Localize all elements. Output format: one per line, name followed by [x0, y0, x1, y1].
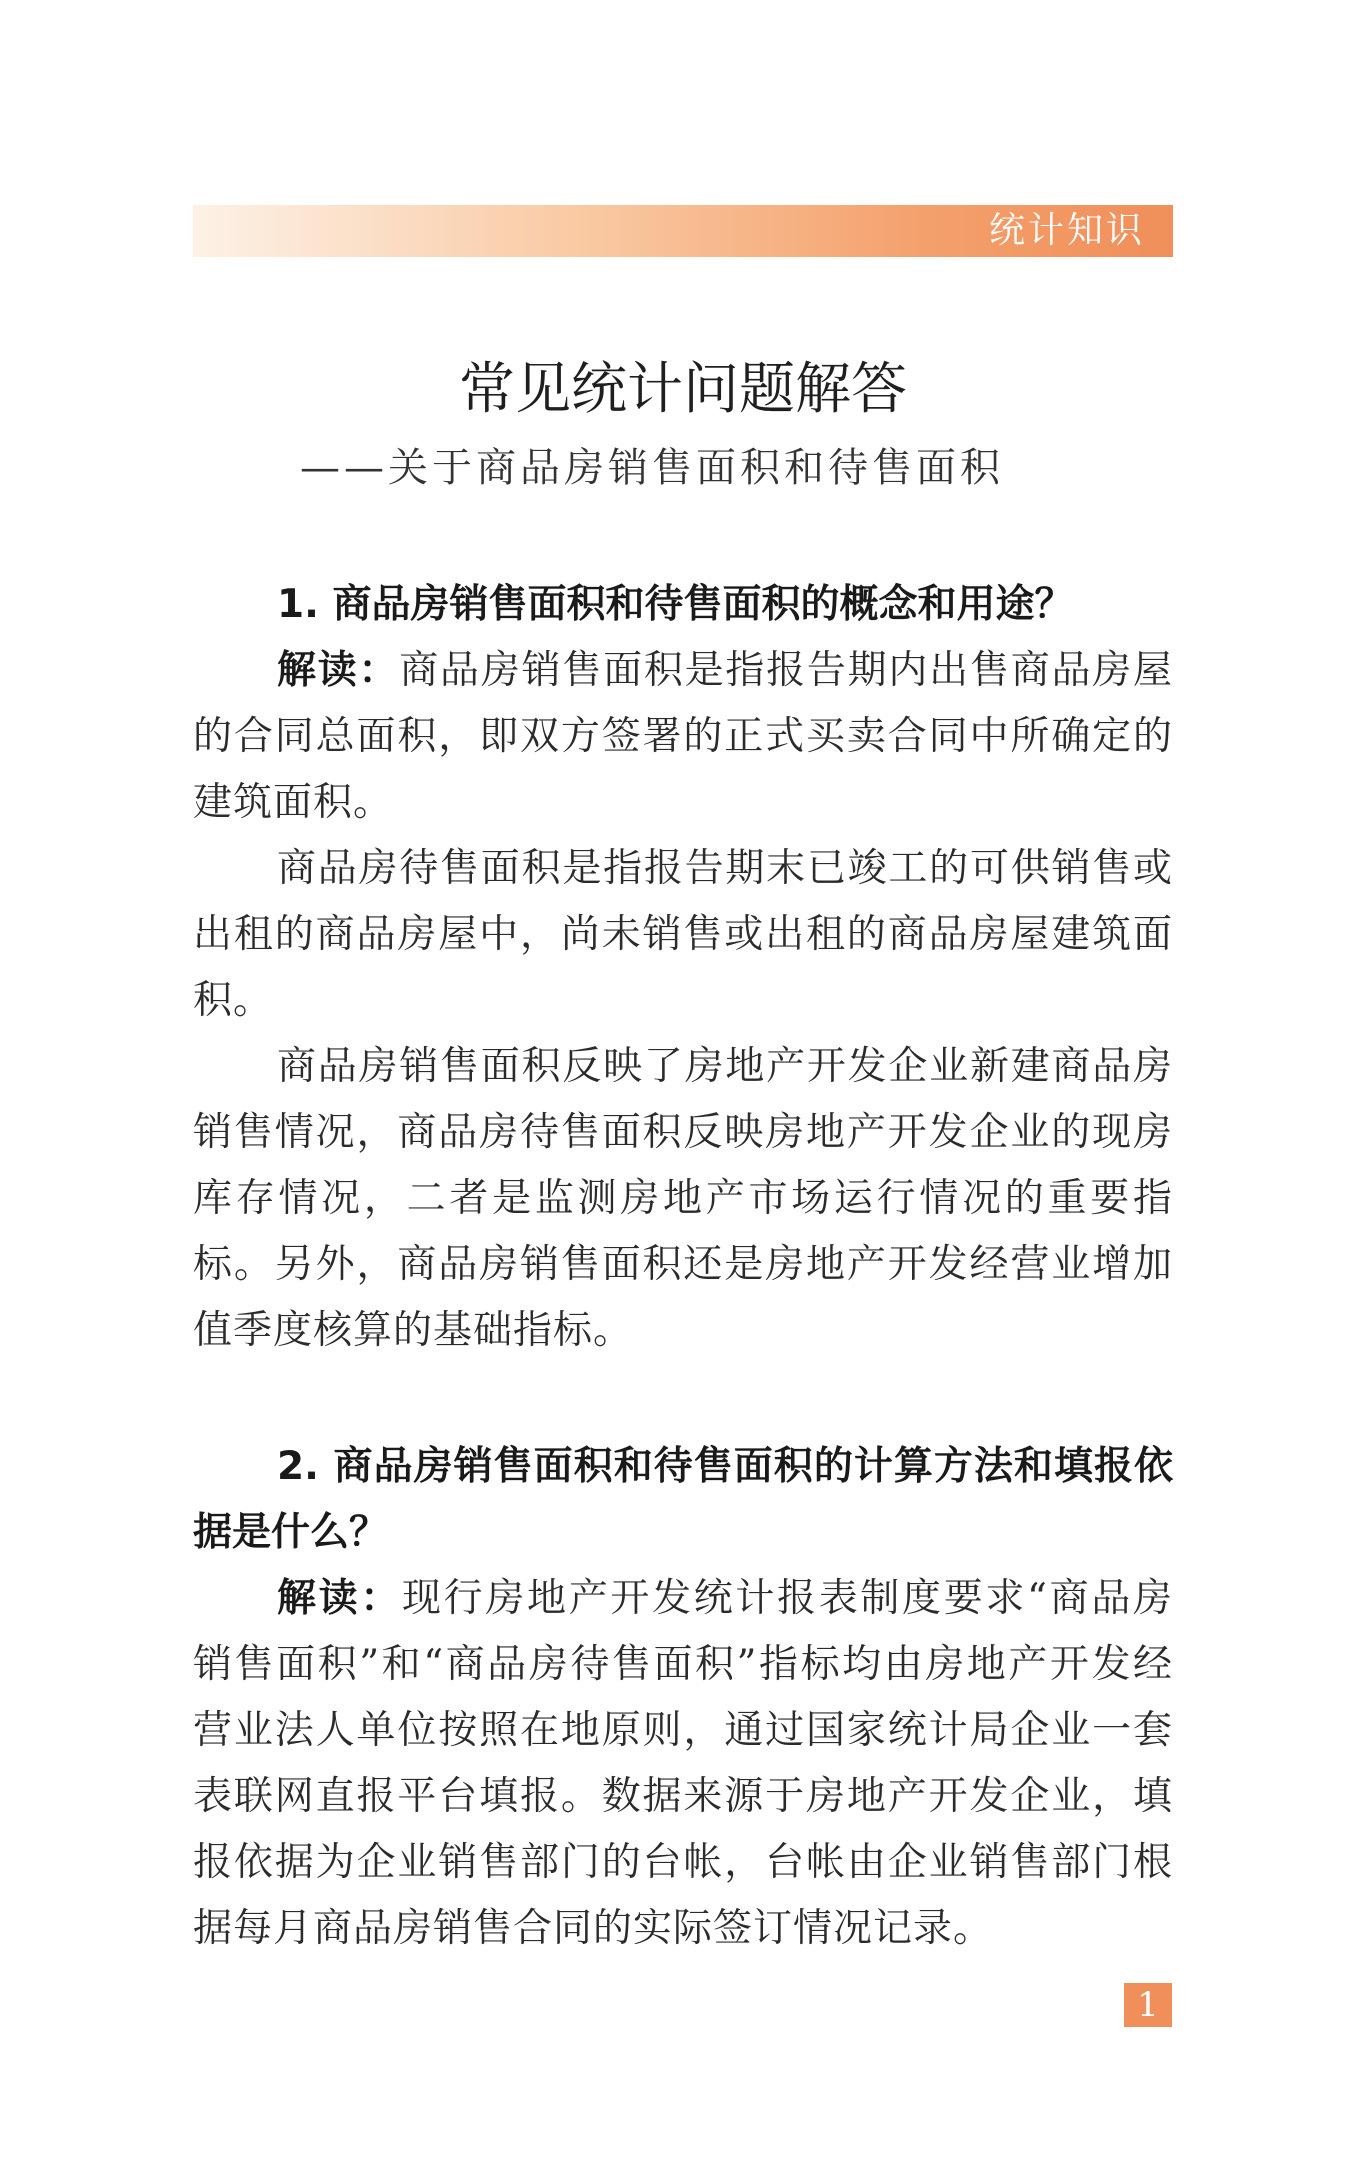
page-title: 常见统计问题解答: [459, 357, 907, 422]
answer-2-paragraph: [193, 1566, 1173, 1962]
section-header-band: [193, 205, 1173, 257]
question-2: 2. 商品房销售面积和待售面积的计算方法和填报依据是什么？: [193, 1444, 1173, 1555]
article-body: [193, 572, 1173, 1962]
page-number: 1: [1124, 1983, 1172, 2027]
section-label: 统计知识: [988, 210, 1145, 251]
answer-2-label: 解读：: [277, 1576, 403, 1621]
answer-1-text: 商品房销售面积是指报告期内出售商品房屋的合同总面积，即双方签署的正式买卖合同中所确定的建筑面积。: [193, 648, 1173, 825]
question-1: 1. 商品房销售面积和待售面积的概念和用途？: [277, 582, 1074, 627]
answer-1-label: 解读：: [277, 648, 400, 693]
section-gap: [193, 1364, 1173, 1434]
answer-1-paragraph: [193, 638, 1173, 836]
answer-2-text: 现行房地产开发统计报表制度要求“商品房销售面积”和“商品房待售面积”指标均由房地产开发经营业法人单位按照在地原则，通过国家统计局企业一套表联网直报平台填报。数据来源于房地产开发企业，填报依据为企业销售部门的台帐，台帐由企业销售部门根据每月商品房销售合同的实际签订情况记录。: [193, 1576, 1173, 1951]
page-subtitle: ——关于商品房销售面积和待售面积: [300, 445, 1004, 491]
answer-1-paragraph-3: 商品房销售面积反映了房地产开发企业新建商品房销售情况，商品房待售面积反映房地产开发企业的现房库存情况，二者是监测房地产市场运行情况的重要指标。另外，商品房销售面积还是房地产开发经营业增加值季度核算的基础指标。: [193, 1044, 1173, 1353]
answer-1-paragraph-2: 商品房待售面积是指报告期末已竣工的可供销售或出租的商品房屋中，尚未销售或出租的商品房屋建筑面积。: [193, 846, 1173, 1023]
